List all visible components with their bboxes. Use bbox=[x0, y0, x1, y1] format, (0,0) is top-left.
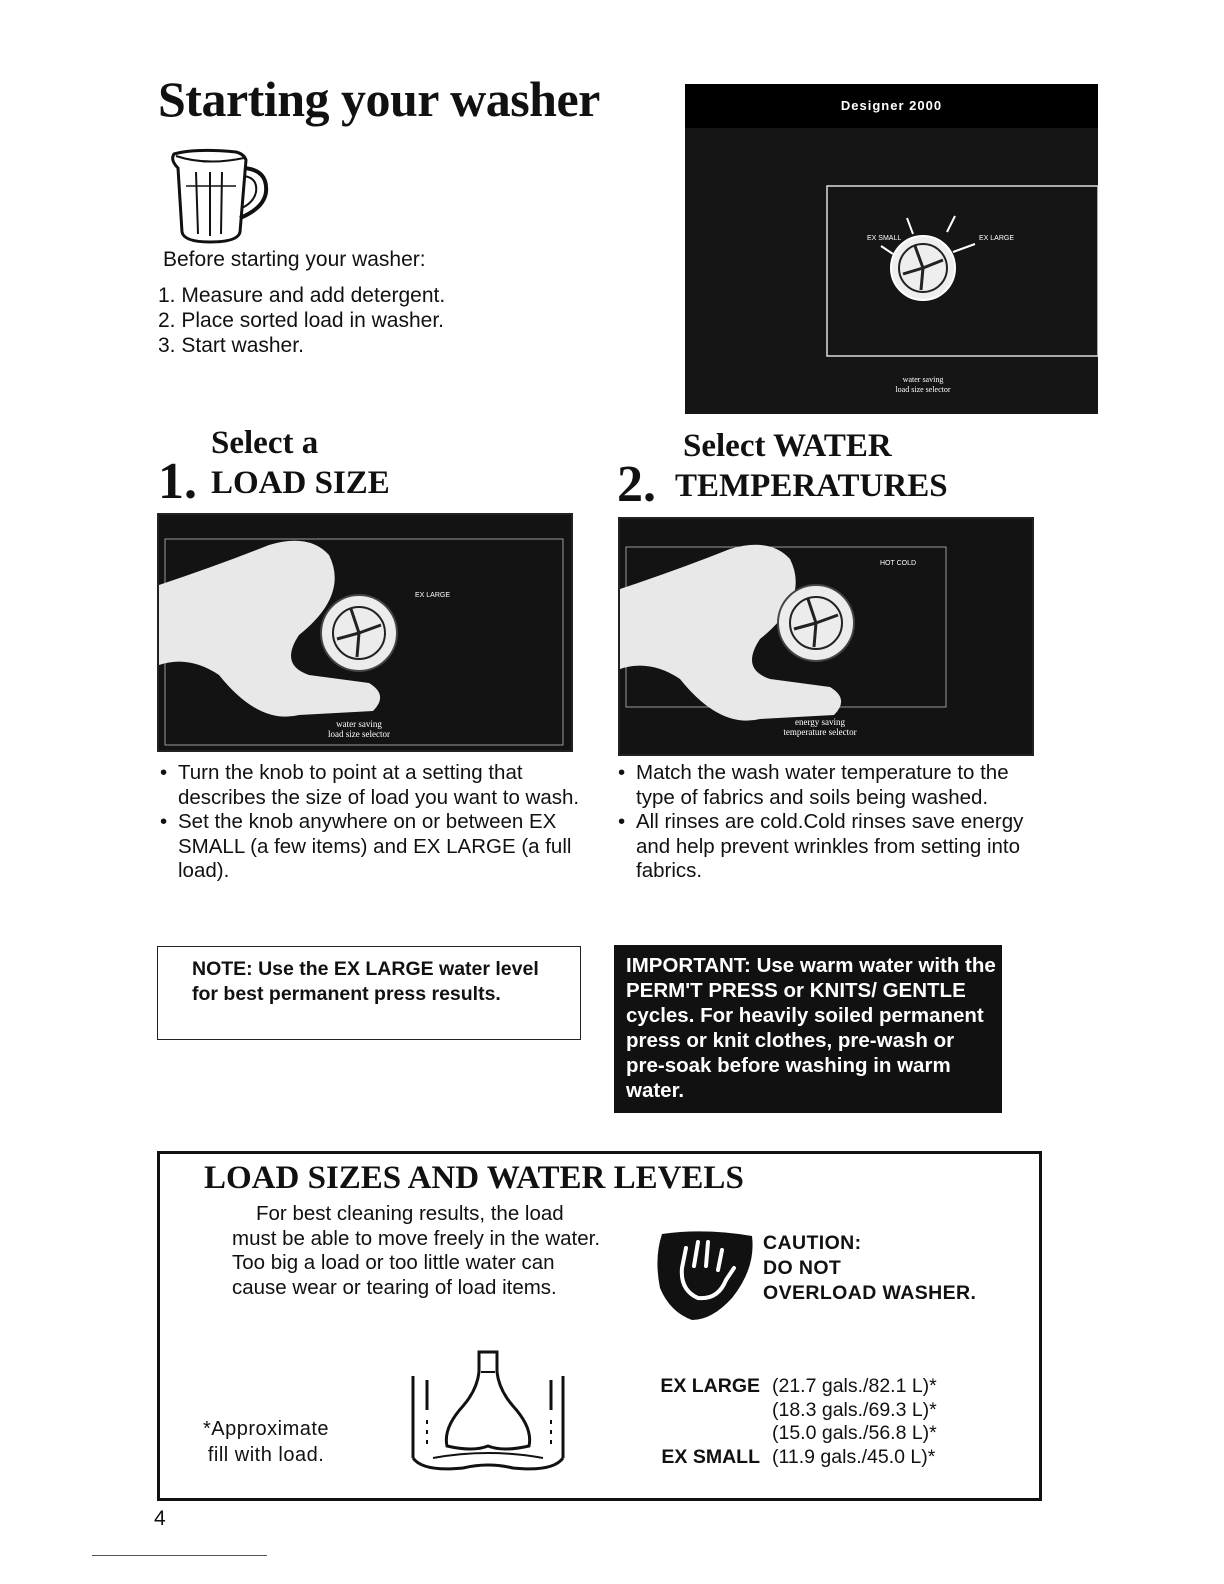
level-label bbox=[640, 1422, 772, 1446]
photo-label: EX LARGE bbox=[415, 592, 451, 599]
caution-line: CAUTION: bbox=[763, 1232, 862, 1254]
level-row bbox=[640, 1446, 937, 1470]
section2-heading-line1: Select WATER bbox=[683, 428, 892, 464]
section1-heading-line2: LOAD SIZE bbox=[211, 465, 390, 501]
section2-heading-line2: TEMPERATURES bbox=[675, 468, 948, 504]
caution-line: OVERLOAD WASHER. bbox=[763, 1282, 977, 1304]
caution-text bbox=[763, 1231, 976, 1306]
list-item: 2. Place sorted load in washer. bbox=[158, 309, 445, 332]
level-label: EX LARGE bbox=[660, 1375, 760, 1397]
list-item: • Match the wash water temperature to the type of fabrics and soils being washed. bbox=[616, 761, 1046, 810]
control-panel-illustration bbox=[685, 84, 1098, 414]
panel-caption: load size selector bbox=[895, 385, 951, 394]
temperature-knob-photo bbox=[618, 517, 1034, 756]
knob-right-label: EX LARGE bbox=[979, 235, 1015, 242]
photo-label: HOT COLD bbox=[880, 560, 917, 567]
steps-list bbox=[158, 283, 445, 358]
page-title: Starting your washer bbox=[158, 71, 600, 127]
approx-line: fill with load. bbox=[207, 1444, 325, 1466]
photo-caption: temperature selector bbox=[783, 727, 857, 737]
hand-warning-icon bbox=[652, 1228, 757, 1323]
level-row bbox=[640, 1375, 937, 1399]
section1-number: 1. bbox=[158, 453, 197, 510]
level-value: (21.7 gals./82.1 L)* bbox=[772, 1375, 937, 1397]
list-item: • Set the knob anywhere on or between EX SMALL (a few items) and EX LARGE (a full load). bbox=[158, 810, 588, 884]
section1-bullets bbox=[158, 761, 588, 884]
divider bbox=[92, 1555, 267, 1556]
water-levels bbox=[640, 1375, 937, 1469]
level-value: (15.0 gals./56.8 L)* bbox=[772, 1422, 937, 1444]
list-item: • Turn the knob to point at a setting that describes the size of load you want to wash. bbox=[158, 761, 588, 810]
intro-label: Before starting your washer: bbox=[163, 248, 426, 271]
list-item: • All rinses are cold.Cold rinses save energy and help prevent wrinkles from setting into fabrics. bbox=[616, 810, 1046, 884]
level-value: (11.9 gals./45.0 L)* bbox=[772, 1445, 936, 1468]
brand-logo: Designer 2000 bbox=[685, 84, 1098, 128]
level-label: EX SMALL bbox=[661, 1445, 760, 1468]
section2-number: 2. bbox=[617, 456, 656, 513]
knob-left-label: EX SMALL bbox=[867, 235, 902, 242]
load-size-knob-photo bbox=[157, 513, 573, 752]
photo-caption: energy saving bbox=[794, 717, 846, 727]
load-sizes-title: LOAD SIZES AND WATER LEVELS bbox=[204, 1160, 744, 1196]
panel-caption: water saving bbox=[902, 375, 944, 384]
washer-tub-icon bbox=[403, 1350, 573, 1480]
page-number: 4 bbox=[154, 1507, 166, 1530]
list-item: 3. Start washer. bbox=[158, 334, 304, 357]
photo-caption: load size selector bbox=[328, 729, 390, 739]
level-label bbox=[640, 1399, 772, 1423]
caution-line: DO NOT bbox=[763, 1257, 842, 1279]
section1-heading-line1: Select a bbox=[211, 425, 319, 461]
list-item: 1. Measure and add detergent. bbox=[158, 284, 446, 307]
section2-bullets bbox=[616, 761, 1046, 884]
measuring-cup-icon bbox=[166, 146, 274, 246]
load-sizes-paragraph: For best cleaning results, the load must be able to move freely in the water. Too big a load or too little water can cause wear or tearing of load items. bbox=[232, 1202, 601, 1299]
important-text: IMPORTANT: Use warm water with the PERM'T PRESS or KNITS/ GENTLE cycles. For heavily soiled permanent press or knit clothes, pre-wash or pre-soak before washing in warm water. bbox=[626, 954, 996, 1102]
photo-caption: water saving bbox=[336, 719, 382, 729]
approximate-note bbox=[203, 1416, 329, 1468]
approx-line: *Approximate bbox=[203, 1418, 330, 1440]
level-row bbox=[640, 1422, 937, 1446]
level-value: (18.3 gals./69.3 L)* bbox=[772, 1398, 937, 1421]
note-text: NOTE: Use the EX LARGE water level for best permanent press results. bbox=[192, 958, 539, 1005]
level-row bbox=[640, 1399, 937, 1423]
